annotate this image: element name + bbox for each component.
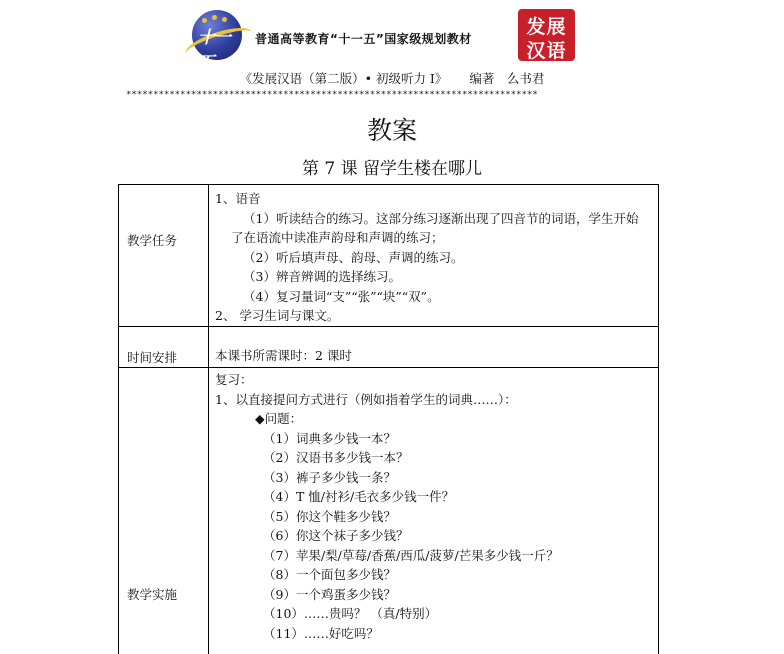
list-item: （4）复习量词“支”“张”“块”“双”。 [243,288,440,304]
teaching-implementation-content [215,370,652,643]
logo-star-icon [212,15,217,20]
questions-label: ◆问题： [255,411,303,426]
list-item: （10）……贵吗？ （真/特别） [263,606,438,621]
logo-star-icon [222,17,227,22]
method-line: 1、以直接提问方式进行（例如指着学生的词典……）： [215,391,517,407]
list-item: （3）裤子多少钱一条？ [263,469,396,485]
list-item: 2、 学习生词与课文。 [215,308,340,323]
row-label-teaching-tasks: 教学任务 [127,233,178,248]
list-item: （4）T 恤/衬衫/毛衣多少钱一件？ [263,489,455,504]
fazhan-hanyu-logo [518,9,575,61]
list-item: 了在语流中读准声韵母和声调的练习； [231,230,444,245]
book-title: 《发展汉语（第二版）• 初级听力 I》 [239,71,448,86]
row-label-teaching-implementation: 教学实施 [127,587,178,602]
list-item: （8）一个面包多少钱？ [263,567,396,582]
list-item: （7）苹果/梨/草莓/香蕉/西瓜/菠萝/芒果多少钱一斤？ [263,547,559,563]
table-row-divider [119,326,658,327]
series-title: 普通高等教育“十一五”国家级规划教材 [255,32,472,46]
list-item: （6）你这个袜子多少钱？ [263,528,409,543]
list-item: （1）听读结合的练习。这部分练习逐渐出现了四音节的词语，学生开始 [243,210,639,226]
row-label-time-schedule: 时间安排 [127,350,178,365]
lesson-plan-table [118,184,659,654]
list-item: （1）词典多少钱一本？ [263,430,396,446]
list-item: （11）……好吃吗？ [263,625,379,641]
lesson-title: 第 7 课 留学生楼在哪儿 [301,159,483,179]
list-item: （2）汉语书多少钱一本？ [263,450,409,465]
teaching-tasks-content [215,189,652,326]
page-title: 教案 [366,116,417,145]
list-item: 本课书所需课时：2 课时 [215,348,352,363]
editor: 编著 么书君 [469,71,545,86]
book-info [0,69,784,87]
eleventh-five-year-logo [192,10,242,73]
list-item: 1、语音 [215,191,261,206]
table-row-divider [119,367,658,368]
list-item: （9）一个鸡蛋多少钱？ [263,586,396,602]
time-schedule-content [215,346,652,366]
brand-logo-line2: 汉语 [526,40,567,62]
star-separator: **************************************************************************** [126,90,538,100]
review-heading: 复习： [215,372,253,387]
table-column-divider [208,185,209,654]
list-item: （5）你这个鞋多少钱？ [263,508,396,524]
list-item: （3）辨音辨调的选择练习。 [243,269,401,284]
list-item: （2）听后填声母、韵母、声调的练习。 [243,249,464,265]
brand-logo-line1: 发展 [526,16,567,38]
logo-text: 十一五 [198,28,230,73]
